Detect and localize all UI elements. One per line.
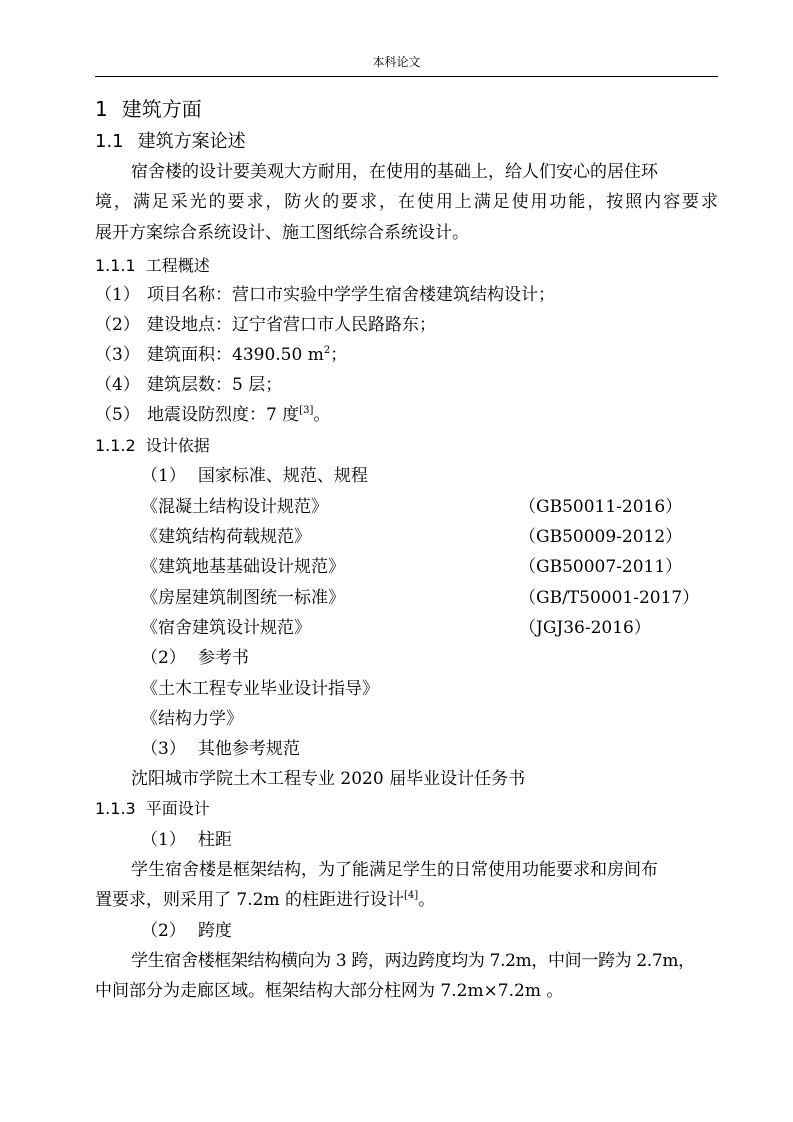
list-item [95, 374, 282, 396]
subsection-label [141, 647, 249, 669]
list-item [95, 344, 347, 366]
section-heading-1 [95, 96, 202, 122]
standard-name: 《宿舍建筑设计规范》 [141, 618, 311, 638]
list-number: （3） [95, 345, 140, 365]
book-title: 《土木工程专业毕业设计指导》 [141, 679, 379, 699]
standard-code: （GB50007-2011） [519, 557, 683, 577]
subsection-label [141, 920, 232, 942]
standard-name: 《建筑结构荷载规范》 [141, 527, 311, 547]
list-text-tail: ； [330, 345, 348, 365]
list-text: 建筑层数：5 层； [147, 375, 283, 395]
standard-code: （GB/T50001-2017） [519, 588, 700, 608]
list-text-tail: 。 [313, 405, 331, 425]
list-number: （4） [95, 375, 140, 395]
other-reference: 沈阳城市学院土木工程专业 2020 届毕业设计任务书 [131, 769, 526, 789]
subsection-label [141, 829, 232, 851]
subsection-number: （1） [141, 466, 186, 486]
section-number: 1.1.2 [95, 436, 136, 455]
page-header: 本科论文 [372, 55, 421, 69]
list-text: 建筑面积：4390.50 m [147, 345, 324, 365]
paragraph-text: 置要求，则采用了 7.2m 的柱距进行设计 [95, 890, 404, 910]
subsection-text: 参考书 [197, 648, 249, 668]
section-title: 建筑方面 [121, 97, 202, 121]
section-heading-1-1-2 [95, 435, 210, 457]
section-number: 1.1 [95, 131, 124, 152]
intro-line-1: 宿舍楼的设计要美观大方耐用，在使用的基础上，给人们安心的居住环 [131, 162, 658, 182]
section-title: 建筑方案论述 [137, 131, 246, 152]
list-number: （5） [95, 405, 140, 425]
subsection-label [141, 738, 300, 760]
standard-name: 《房屋建筑制图统一标准》 [141, 588, 345, 608]
superscript: 2 [323, 345, 331, 356]
subsection-label [141, 465, 368, 487]
header-rule [95, 76, 718, 77]
book-title: 《结构力学》 [141, 709, 243, 729]
list-item [95, 314, 436, 336]
subsection-number: （2） [141, 921, 186, 941]
subsection-number: （2） [141, 648, 186, 668]
paragraph-line: 学生宿舍楼框架结构横向为 3 跨，两边跨度均为 7.2m，中间一跨为 2.7m， [131, 951, 695, 971]
list-number: （1） [95, 285, 140, 305]
paragraph-line: 中间部分为走廊区域。框架结构大部分柱网为 7.2m×7.2m 。 [95, 981, 564, 1001]
section-heading-1-1-1 [95, 255, 210, 277]
subsection-text: 其他参考规范 [197, 739, 300, 759]
section-number: 1.1.3 [95, 799, 136, 818]
paragraph-line [95, 889, 435, 911]
subsection-number: （3） [141, 739, 186, 759]
subsection-text: 跨度 [197, 921, 232, 941]
list-item [95, 404, 330, 426]
standard-code: （GB50011-2016） [519, 497, 683, 517]
paragraph-tail: 。 [418, 890, 436, 910]
section-title: 设计依据 [145, 436, 210, 455]
intro-line-2: 境，满足采光的要求，防火的要求，在使用上满足使用功能，按照内容要求 [95, 192, 718, 212]
intro-line-3: 展开方案综合系统设计、施工图纸综合系统设计。 [95, 223, 469, 243]
subsection-text: 国家标准、规范、规程 [197, 466, 368, 486]
citation-ref: [4] [403, 890, 419, 901]
section-heading-1-1-3 [95, 798, 210, 820]
paragraph-line: 学生宿舍楼是框架结构，为了能满足学生的日常使用功能要求和房间布 [131, 860, 658, 880]
standard-code: （JGJ36-2016） [519, 618, 651, 638]
section-title: 平面设计 [145, 799, 210, 818]
list-text: 项目名称：营口市实验中学学生宿舍楼建筑结构设计； [147, 285, 555, 305]
subsection-text: 柱距 [197, 830, 232, 850]
section-heading-1-1 [95, 130, 246, 154]
section-title: 工程概述 [145, 256, 210, 275]
subsection-number: （1） [141, 830, 186, 850]
section-number: 1.1.1 [95, 256, 136, 275]
list-text: 地震设防烈度：7 度 [147, 405, 300, 425]
list-text: 建设地点：辽宁省营口市人民路路东； [147, 315, 436, 335]
section-number: 1 [95, 97, 108, 121]
list-item [95, 284, 555, 306]
list-number: （2） [95, 315, 140, 335]
citation-ref: [3] [299, 405, 314, 416]
standard-name: 《建筑地基基础设计规范》 [141, 557, 345, 577]
standard-code: （GB50009-2012） [519, 527, 683, 547]
standard-name: 《混凝土结构设计规范》 [141, 497, 328, 517]
